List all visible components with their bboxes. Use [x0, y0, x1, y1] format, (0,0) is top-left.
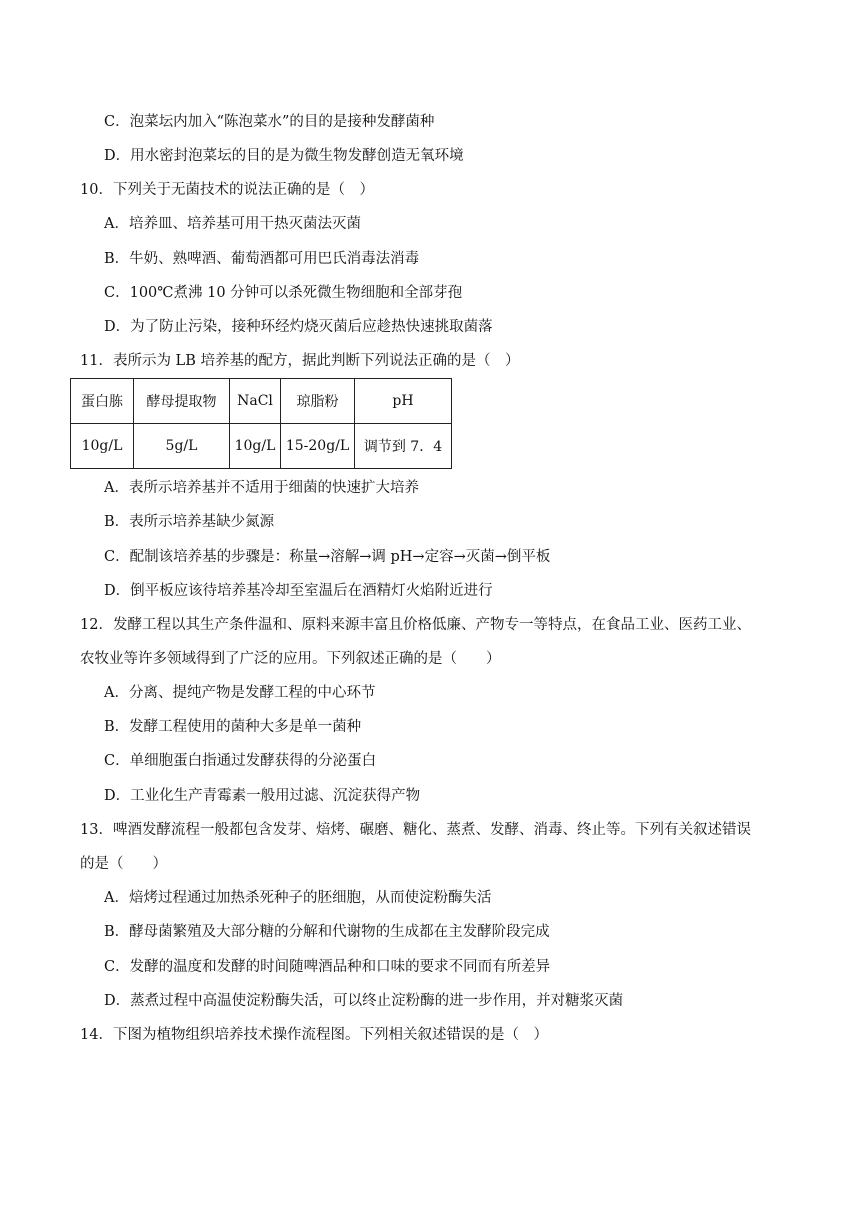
- q11-option-d: D．倒平板应该待培养基冷却至室温后在酒精灯火焰附近进行: [104, 583, 493, 599]
- table-header-cell: pH: [355, 379, 452, 424]
- table-header-row: [71, 379, 452, 424]
- table-cell: 5g/L: [134, 424, 230, 469]
- table-header-cell: 酵母提取物: [134, 379, 230, 424]
- q13-stem-line1: 13．啤酒发酵流程一般都包含发芽、焙烤、碾磨、糖化、蒸煮、发酵、消毒、终止等。下列有关叙述错误: [80, 822, 751, 838]
- table-cell: 10g/L: [230, 424, 281, 469]
- q11-option-a: A．表所示培养基并不适用于细菌的快速扩大培养: [104, 480, 419, 496]
- q10-option-d: D．为了防止污染，接种环经灼烧灭菌后应趁热快速挑取菌落: [104, 319, 493, 335]
- q10-option-b: B．牛奶、熟啤酒、葡萄酒都可用巴氏消毒法消毒: [104, 251, 420, 267]
- q12-option-c: C．单细胞蛋白指通过发酵获得的分泌蛋白: [104, 753, 377, 769]
- q12-option-b: B．发酵工程使用的菌种大多是单一菌种: [104, 719, 362, 735]
- q12-option-a: A．分离、提纯产物是发酵工程的中心环节: [104, 685, 376, 701]
- q14-stem: 14．下图为植物组织培养技术操作流程图。下列相关叙述错误的是（ ）: [80, 1027, 548, 1043]
- q12-stem-line1: 12．发酵工程以其生产条件温和、原料来源丰富且价格低廉、产物专一等特点，在食品工业、医药工业、: [80, 617, 751, 633]
- q13-stem-line2: 的是（ ）: [80, 856, 167, 872]
- q10-option-c: C．100℃煮沸 10 分钟可以杀死微生物细胞和全部芽孢: [104, 285, 463, 301]
- q11-option-b: B．表所示培养基缺少氮源: [104, 514, 275, 530]
- table-cell: 10g/L: [71, 424, 134, 469]
- table-header-cell: 琼脂粉: [281, 379, 355, 424]
- q13-option-d: D．蒸煮过程中高温使淀粉酶失活，可以终止淀粉酶的进一步作用，并对糖浆灭菌: [104, 993, 624, 1009]
- q11-option-c: C．配制该培养基的步骤是：称量→溶解→调 pH→定容→灭菌→倒平板: [104, 549, 551, 565]
- q11-stem: 11．表所示为 LB 培养基的配方，据此判断下列说法正确的是（ ）: [80, 353, 520, 369]
- table-row: [71, 424, 452, 469]
- q12-option-d: D．工业化生产青霉素一般用过滤、沉淀获得产物: [104, 788, 421, 804]
- q13-option-b: B．酵母菌繁殖及大部分糖的分解和代谢物的生成都在主发酵阶段完成: [104, 924, 550, 940]
- q9-option-d: D．用水密封泡菜坛的目的是为微生物发酵创造无氧环境: [104, 148, 464, 164]
- q13-option-a: A．焙烤过程通过加热杀死种子的胚细胞，从而使淀粉酶失活: [104, 890, 492, 906]
- q10-stem: 10．下列关于无菌技术的说法正确的是（ ）: [80, 182, 374, 198]
- q12-stem-line2: 农牧业等许多领域得到了广泛的应用。下列叙述正确的是（ ）: [80, 651, 501, 667]
- lb-medium-table: [70, 378, 452, 469]
- q10-option-a: A．培养皿、培养基可用干热灭菌法灭菌: [104, 216, 361, 232]
- table-cell: 15-20g/L: [281, 424, 355, 469]
- q13-option-c: C．发酵的温度和发酵的时间随啤酒品种和口味的要求不同而有所差异: [104, 959, 551, 975]
- table-header-cell: 蛋白胨: [71, 379, 134, 424]
- q9-option-c: C．泡菜坛内加入“陈泡菜水”的目的是接种发酵菌种: [104, 114, 435, 130]
- table-cell: 调节到 7．4: [355, 424, 452, 469]
- table-header-cell: NaCl: [230, 379, 281, 424]
